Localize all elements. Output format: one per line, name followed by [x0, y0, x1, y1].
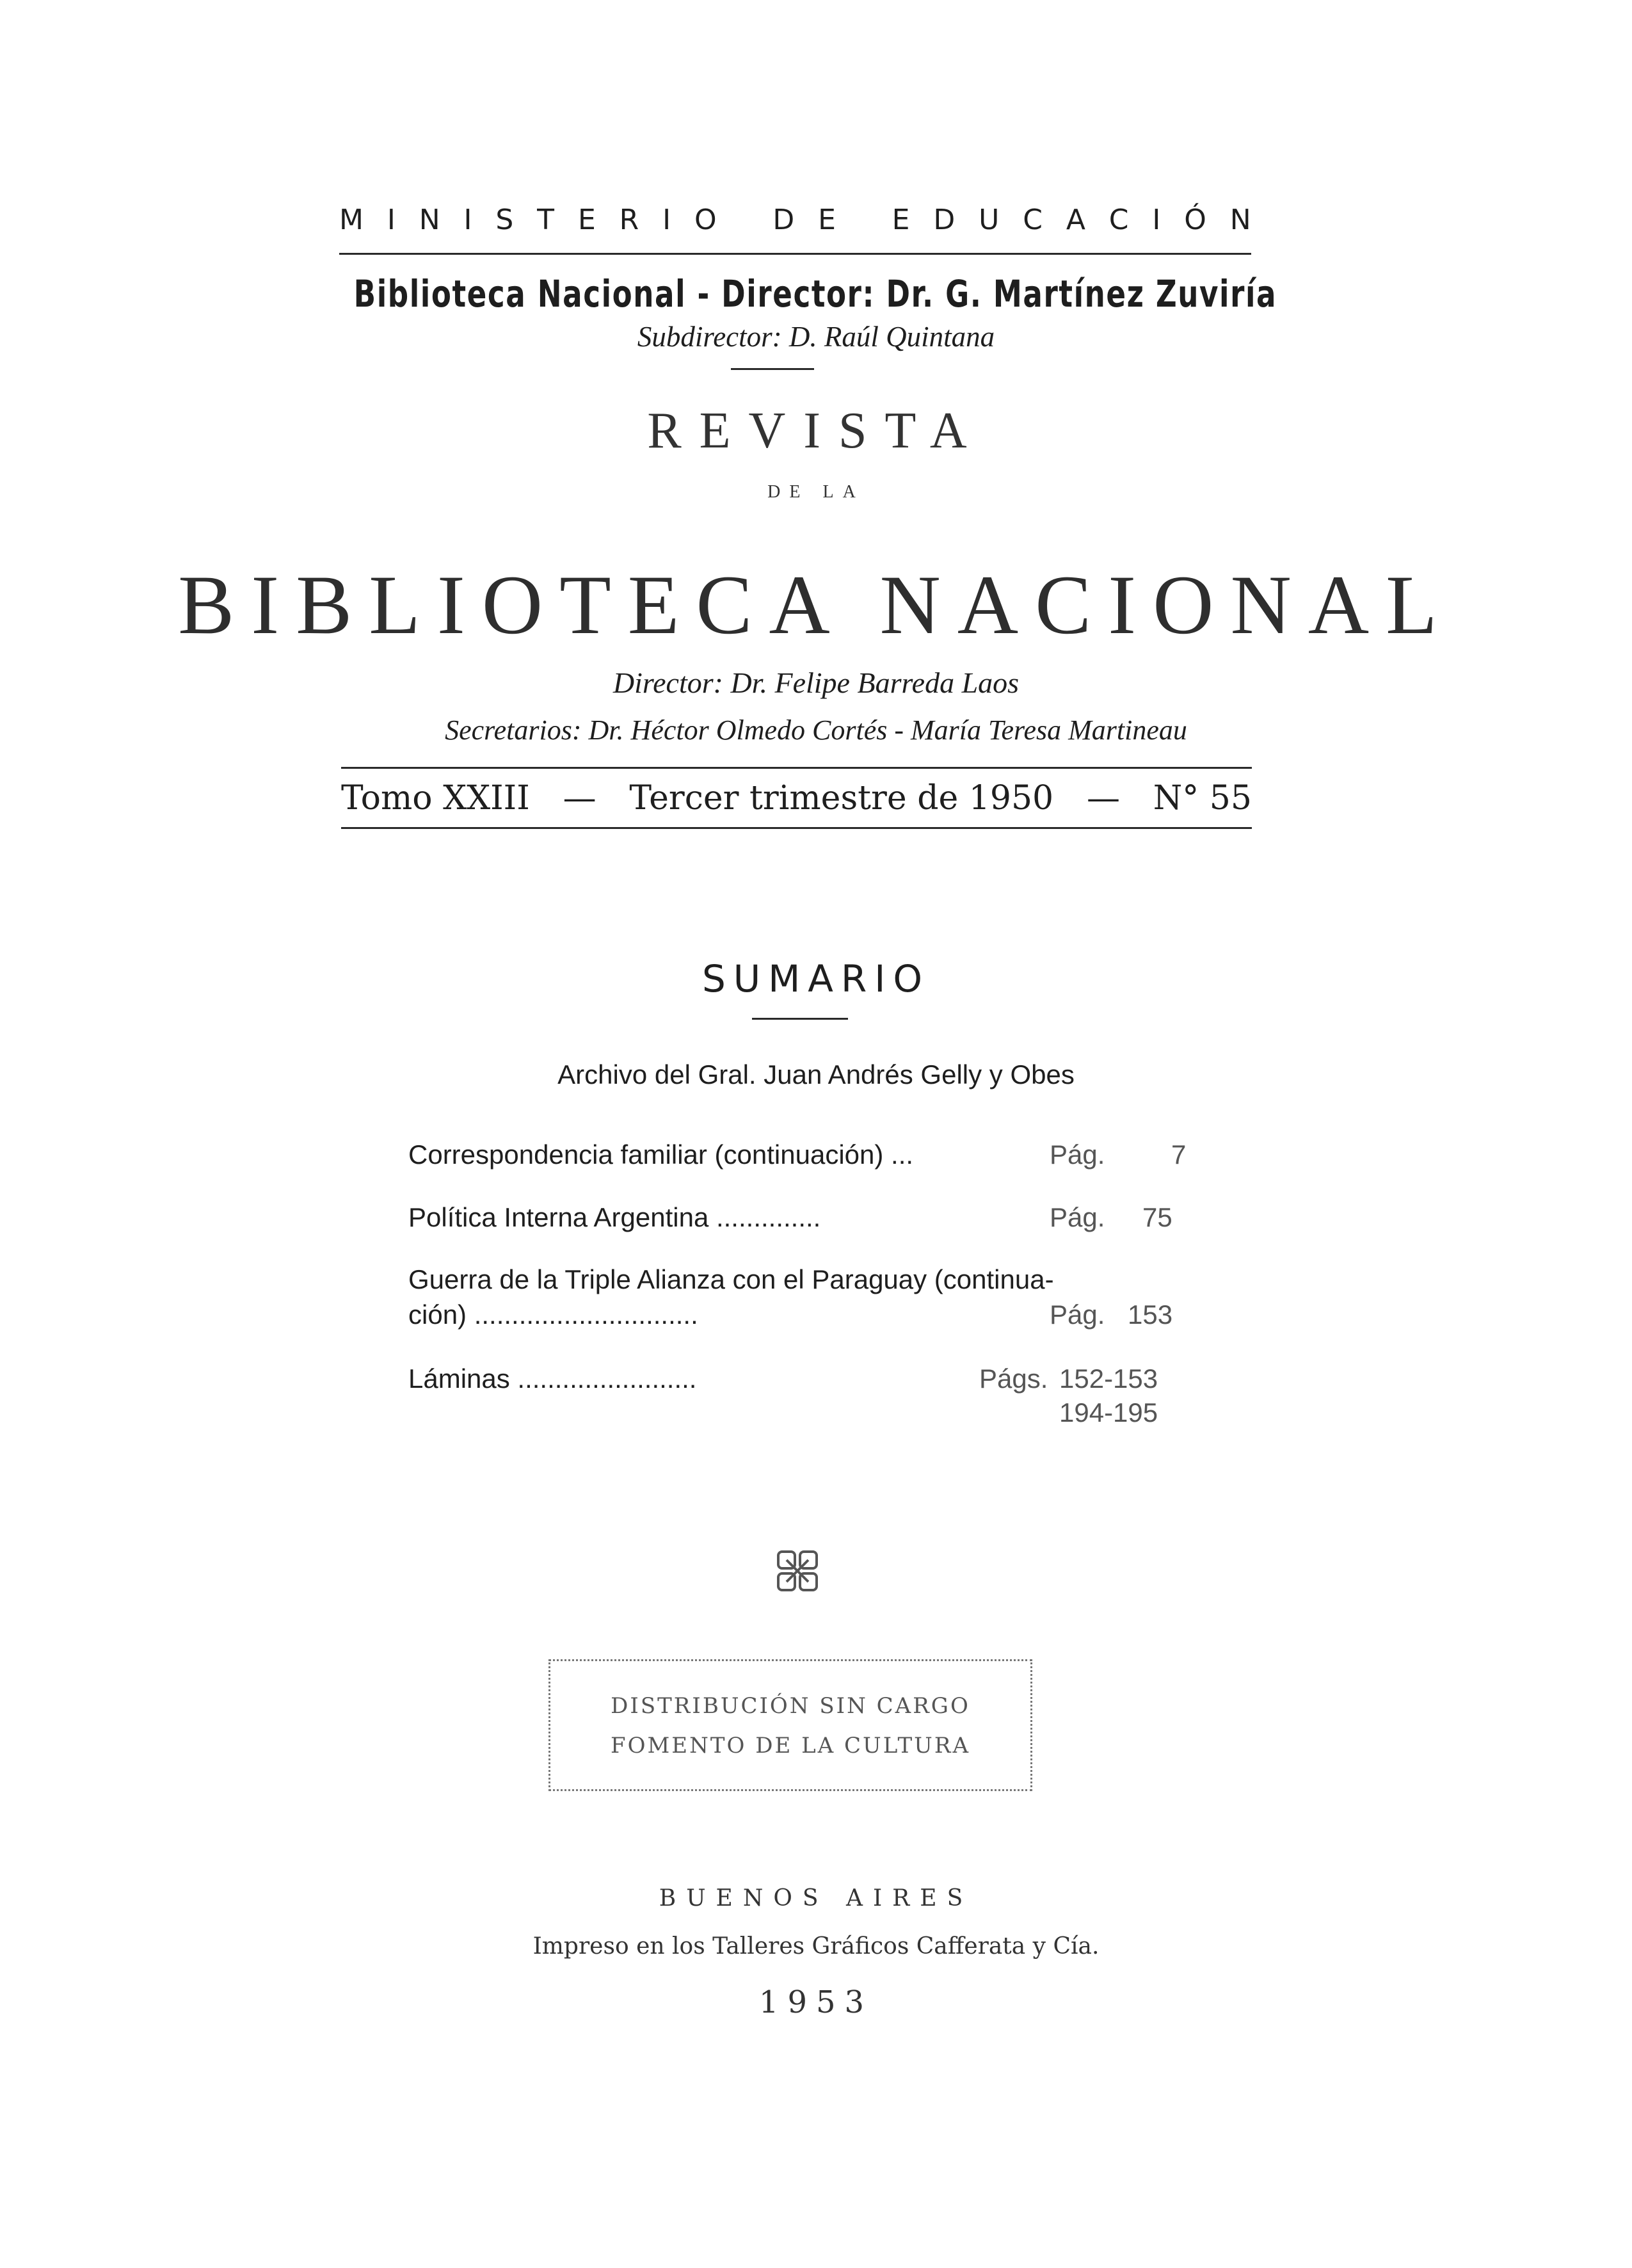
ministry-letter: I — [463, 204, 472, 236]
ministry-letter: I — [1152, 204, 1161, 236]
ministry-letter — [740, 204, 749, 236]
toc-entry-page: 153 — [1128, 1299, 1173, 1330]
ministry-letter: E — [818, 204, 836, 236]
ministry-letter: M — [339, 204, 364, 236]
knot-ornament-icon — [776, 1549, 819, 1593]
trimestre-label: Tercer trimestre de 1950 — [629, 779, 1054, 817]
ministry-letter: N — [419, 204, 440, 236]
tomo-label: Tomo XXIII — [341, 779, 530, 817]
toc-entry-label: Pág. — [1050, 1299, 1105, 1330]
dash: — — [563, 779, 596, 817]
toc-entry-page-2: 194-195 — [1059, 1397, 1158, 1428]
ministry-letter: N — [1229, 204, 1251, 236]
ministry-letter: Ó — [1184, 204, 1206, 236]
toc-entry-title: Guerra de la Triple Alianza con el Paraguay (continua- — [408, 1264, 1054, 1294]
subdirector-line: Subdirector: D. Raúl Quintana — [637, 321, 995, 353]
toc-entry-title: Correspondencia familiar (continuación) ... — [408, 1139, 914, 1170]
ministry-letter: E — [892, 204, 910, 236]
secretarios-line: Secretarios: Dr. Héctor Olmedo Cortés - María Teresa Martineau — [445, 714, 1187, 746]
stamp-line-2: FOMENTO DE LA CULTURA — [611, 1733, 970, 1758]
toc-entry-title-cont: ción) .............................. — [408, 1299, 698, 1330]
city-line: BUENOS AIRES — [659, 1885, 973, 1911]
short-divider — [731, 368, 814, 370]
revista-title: REVISTA — [647, 403, 985, 459]
year-line: 1953 — [758, 1984, 874, 2020]
biblioteca-director-line: Biblioteca Nacional - Director: Dr. G. Martínez Zuviría — [353, 272, 1277, 316]
sumario-divider — [752, 1018, 848, 1020]
toc-entry-label: Pág. — [1050, 1202, 1105, 1232]
ministry-heading — [339, 204, 1251, 236]
distribution-stamp — [548, 1659, 1032, 1791]
issue-rule-bottom — [341, 827, 1252, 829]
header-rule — [339, 253, 1251, 255]
ministry-letter: D — [772, 204, 795, 236]
stamp-line-1: DISTRIBUCIÓN SIN CARGO — [611, 1693, 970, 1719]
toc-entry-title: Láminas ........................ — [408, 1363, 697, 1394]
biblioteca-nacional-title: BIBLIOTECA NACIONAL — [178, 558, 1454, 652]
issue-line — [341, 779, 1252, 817]
ministry-letter: O — [694, 204, 717, 236]
issue-rule-top — [341, 767, 1252, 769]
ministry-letter: I — [662, 204, 671, 236]
ministry-letter: C — [1023, 204, 1043, 236]
issue-number: N° 55 — [1153, 779, 1252, 817]
dash: — — [1086, 779, 1120, 817]
ministry-letter: I — [387, 204, 396, 236]
toc-entry-label: Pág. — [1050, 1139, 1105, 1170]
de-la-title: DE LA — [767, 482, 865, 502]
ministry-letter: C — [1108, 204, 1129, 236]
toc-entry-title: Política Interna Argentina .............. — [408, 1202, 821, 1232]
ministry-letter: T — [537, 204, 555, 236]
toc-entry-page: 152-153 — [1059, 1363, 1158, 1394]
ministry-letter: A — [1066, 204, 1085, 236]
ministry-letter: S — [495, 204, 514, 236]
toc-entry-page: 7 — [1171, 1139, 1187, 1170]
toc-entry-label: Págs. — [979, 1363, 1048, 1394]
archivo-heading: Archivo del Gral. Juan Andrés Gelly y Obes — [557, 1059, 1075, 1090]
printer-line: Impreso en los Talleres Gráficos Cafferata y Cía. — [532, 1933, 1100, 1959]
toc-entry-page: 75 — [1142, 1202, 1172, 1232]
ministry-letter: U — [979, 204, 1000, 236]
director-line: Director: Dr. Felipe Barreda Laos — [612, 666, 1020, 699]
ministry-letter: D — [933, 204, 956, 236]
ministry-letter: R — [619, 204, 639, 236]
ministry-letter: E — [577, 204, 596, 236]
sumario-heading: SUMARIO — [701, 957, 931, 1001]
ministry-letter — [860, 204, 868, 236]
